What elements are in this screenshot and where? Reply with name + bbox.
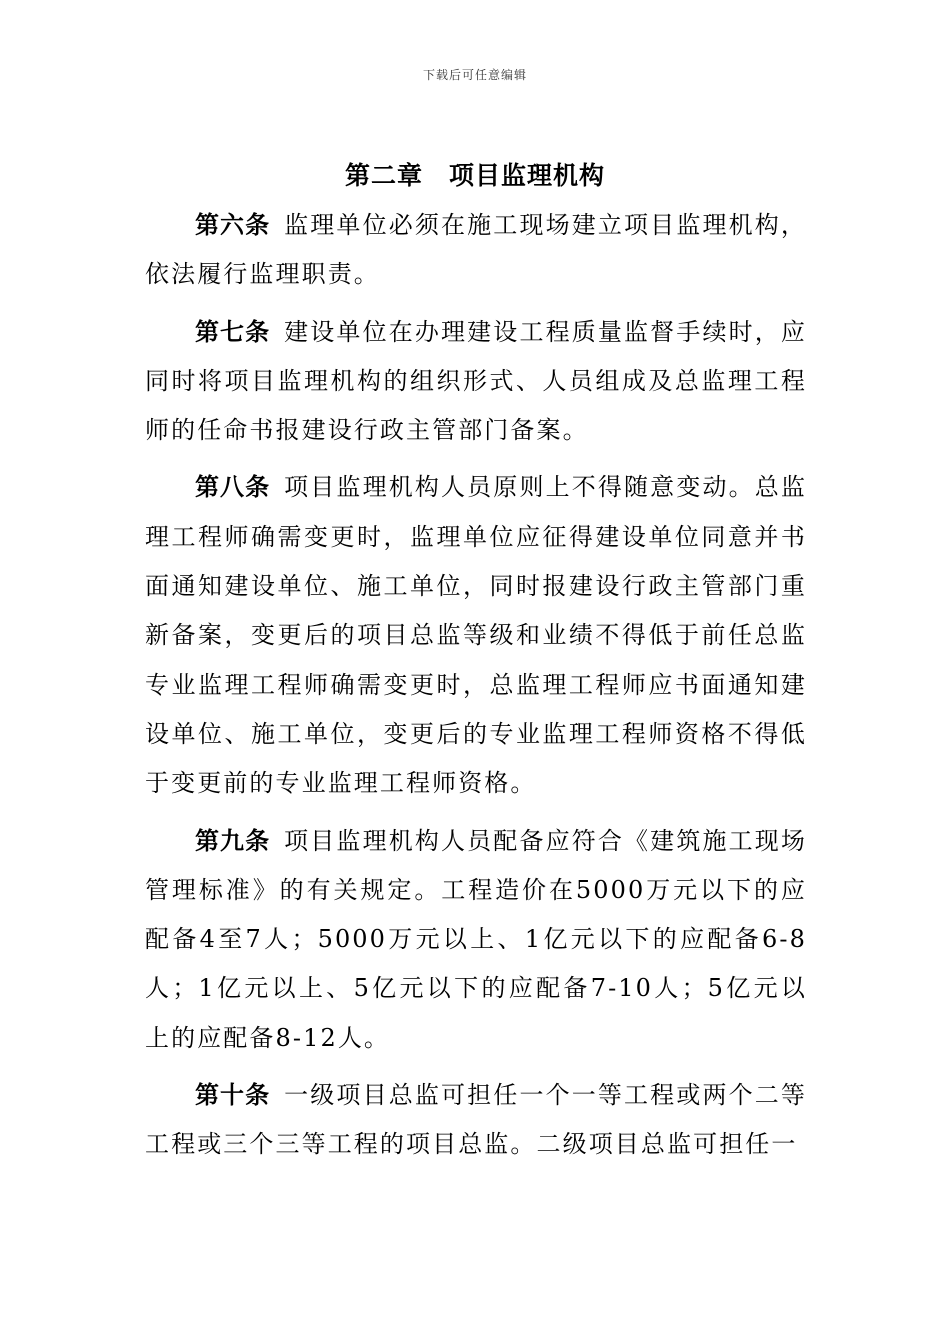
article-9-text: 项目监理机构人员配备应符合《建筑施工现场管理标准》的有关规定。工程造价在5000万元以下的应配备4至7人；5000万元以上、1亿元以下的应配备6-8人；1亿元以上、5亿元以下的应配备7-10人；5亿元以上的应配备8-12人。 — [145, 826, 808, 1052]
article-7-text: 建设单位在办理建设工程质量监督手续时，应同时将项目监理机构的组织形式、人员组成及总监理工程师的任命书报建设行政主管部门备案。 — [145, 317, 808, 445]
article-10-text: 一级项目总监可担任一个一等工程或两个二等工程或三个三等工程的项目总监。二级项目总监可担任一 — [145, 1081, 808, 1159]
article-7 — [145, 308, 807, 456]
article-10-label: 第十条 — [195, 1081, 271, 1110]
article-8-label: 第八条 — [195, 473, 271, 502]
chapter-title: 第二章 项目监理机构 — [344, 161, 605, 190]
article-6-label: 第六条 — [195, 211, 271, 239]
article-8 — [145, 463, 807, 808]
article-8-text: 项目监理机构人员原则上不得随意变动。总监理工程师确需变更时，监理单位应征得建设单位同意并书面通知建设单位、施工单位，同时报建设行政主管部门重新备案，变更后的项目总监等级和业绩不得低于前任总监专业监理工程师确需变更时，总监理工程师应书面通知建设单位、施工单位，变更后的专业监理工程师资格不得低于变更前的专业监理工程师资格。 — [145, 473, 808, 798]
article-9 — [145, 817, 807, 1063]
article-9-label: 第九条 — [195, 826, 271, 855]
article-10 — [145, 1071, 807, 1170]
header-note: 下载后可任意编辑 — [422, 68, 527, 82]
article-6-text: 监理单位必须在施工现场建立项目监理机构，依法履行监理职责。 — [145, 211, 808, 289]
article-6 — [145, 201, 807, 300]
document-body — [145, 201, 807, 1178]
article-7-label: 第七条 — [195, 317, 271, 346]
